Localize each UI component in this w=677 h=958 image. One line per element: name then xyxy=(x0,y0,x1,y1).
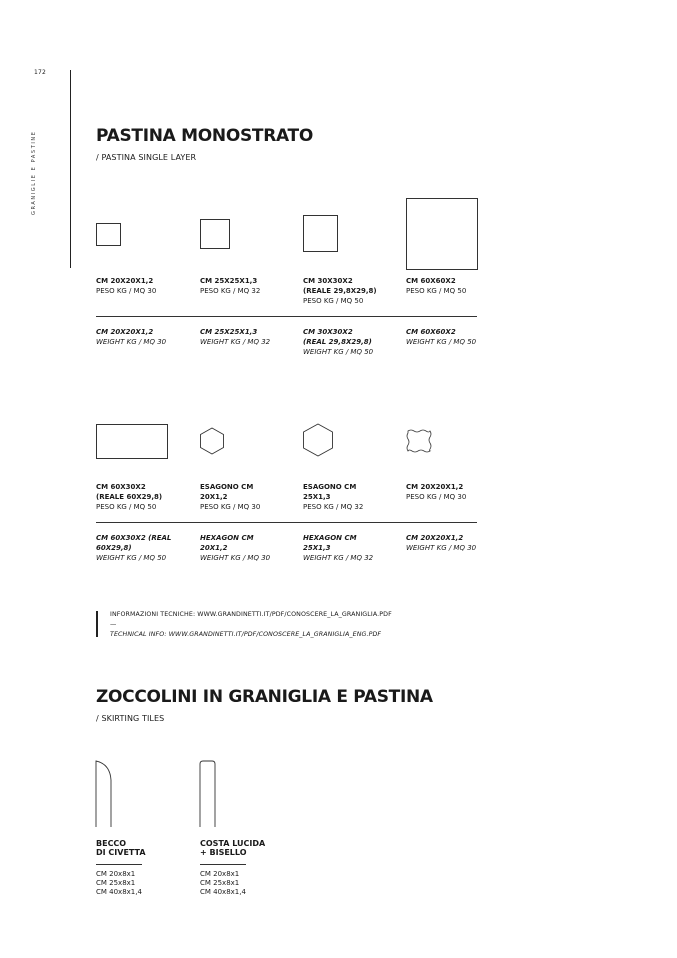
skirting-item-1-sizes xyxy=(96,870,142,897)
skirting-item-1-divider xyxy=(96,864,142,865)
caption-weight: PESO KG / MQ 30 xyxy=(200,503,261,511)
row1-divider xyxy=(96,316,477,317)
caption-size: CM 20X20X1,2 xyxy=(406,483,464,491)
caption-r1c1-en xyxy=(96,327,196,347)
caption-size: HEXAGON CM xyxy=(303,534,357,542)
becco-di-civetta-profile xyxy=(95,760,113,828)
caption-size-cont: 20X1,2 xyxy=(200,493,228,501)
skirting-item-2-sizes xyxy=(200,870,246,897)
caption-r1c4-it xyxy=(406,276,506,296)
item-name-line2: DI CIVETTA xyxy=(96,848,146,857)
item-name-line2: + BISELLO xyxy=(200,848,247,857)
decorative-edge-tile-swatch xyxy=(406,429,432,453)
size-entry: CM 20x8x1 xyxy=(96,870,136,878)
section-subtitle-skirting: / SKIRTING TILES xyxy=(96,714,165,723)
item-name-line1: COSTA LUCIDA xyxy=(200,839,266,848)
caption-real-size: (REAL 29,8X29,8) xyxy=(303,338,372,346)
costa-lucida-profile xyxy=(199,760,217,828)
tile-60x30-swatch xyxy=(96,424,168,459)
caption-size: CM 20X20X1,2 xyxy=(96,328,154,336)
caption-size: CM 60X60X2 xyxy=(406,277,456,285)
row2-divider xyxy=(96,522,477,523)
caption-weight: PESO KG / MQ 50 xyxy=(96,503,157,511)
caption-size-cont: 20X1,2 xyxy=(200,544,228,552)
caption-r1c2-en xyxy=(200,327,300,347)
tile-25x25-swatch xyxy=(200,219,230,249)
caption-r2c2-en xyxy=(200,533,300,563)
caption-weight: PESO KG / MQ 30 xyxy=(406,493,467,501)
info-accent-bar xyxy=(96,611,98,637)
caption-r2c2-it xyxy=(200,482,300,512)
hexagon-25-swatch xyxy=(302,423,334,457)
size-entry: CM 20x8x1 xyxy=(200,870,240,878)
item-name-line1: BECCO xyxy=(96,839,127,848)
hexagon-20-swatch xyxy=(199,427,225,455)
caption-r1c1-it xyxy=(96,276,196,296)
caption-weight: WEIGHT KG / MQ 30 xyxy=(200,554,271,562)
caption-weight: WEIGHT KG / MQ 30 xyxy=(406,544,477,552)
tile-30x30-swatch xyxy=(303,215,338,252)
caption-real-size: (REALE 60X29,8) xyxy=(96,493,163,501)
tech-info-dash: — xyxy=(110,621,117,628)
caption-weight: PESO KG / MQ 32 xyxy=(200,287,261,295)
section-subtitle-pastina: / PASTINA SINGLE LAYER xyxy=(96,153,197,162)
caption-size: CM 20X20X1,2 xyxy=(406,534,464,542)
size-entry: CM 25x8x1 xyxy=(96,879,136,887)
size-entry: CM 25x8x1 xyxy=(200,879,240,887)
section-title-pastina: PASTINA MONOSTRATO xyxy=(96,126,313,146)
skirting-item-2-divider xyxy=(200,864,246,865)
caption-size: CM 60X30X2 (REAL xyxy=(96,534,172,542)
caption-r1c2-it xyxy=(200,276,300,296)
margin-rule xyxy=(70,70,71,268)
size-entry: CM 40x8x1,4 xyxy=(200,888,246,896)
caption-weight: WEIGHT KG / MQ 32 xyxy=(303,554,374,562)
caption-r2c4-it xyxy=(406,482,506,502)
tech-info-link-it[interactable]: INFORMAZIONI TECNICHE: WWW.GRANDINETTI.IT/PDF/CONOSCERE_LA_GRANIGLIA.PDF xyxy=(110,611,392,618)
caption-weight: WEIGHT KG / MQ 50 xyxy=(96,554,167,562)
caption-r2c3-it xyxy=(303,482,403,512)
caption-r1c3-it xyxy=(303,276,403,306)
caption-size: CM 20X20X1,2 xyxy=(96,277,154,285)
caption-size: CM 60X30X2 xyxy=(96,483,146,491)
caption-real-size: (REALE 29,8X29,8) xyxy=(303,287,377,295)
skirting-item-2-name xyxy=(200,839,300,857)
caption-weight: WEIGHT KG / MQ 30 xyxy=(96,338,167,346)
caption-size: ESAGONO CM xyxy=(200,483,254,491)
caption-size-cont: 25X1,3 xyxy=(303,544,331,552)
caption-r1c3-en xyxy=(303,327,403,357)
caption-r1c4-en xyxy=(406,327,506,347)
caption-r2c1-it xyxy=(96,482,196,512)
caption-size: HEXAGON CM xyxy=(200,534,254,542)
caption-size: CM 25X25X1,3 xyxy=(200,277,258,285)
caption-weight: WEIGHT KG / MQ 32 xyxy=(200,338,271,346)
tech-info-link-en[interactable]: TECHNICAL INFO: WWW.GRANDINETTI.IT/PDF/CONOSCERE_LA_GRANIGLIA_ENG.PDF xyxy=(110,631,382,638)
caption-weight: WEIGHT KG / MQ 50 xyxy=(406,338,477,346)
caption-weight: PESO KG / MQ 50 xyxy=(406,287,467,295)
caption-size: CM 25X25X1,3 xyxy=(200,328,258,336)
caption-size: CM 30X30X2 xyxy=(303,277,353,285)
caption-weight: WEIGHT KG / MQ 50 xyxy=(303,348,374,356)
caption-real-size: 60X29,8) xyxy=(96,544,132,552)
caption-weight: PESO KG / MQ 32 xyxy=(303,503,364,511)
caption-r2c4-en xyxy=(406,533,506,553)
caption-size: ESAGONO CM xyxy=(303,483,357,491)
caption-size: CM 30X30X2 xyxy=(303,328,353,336)
skirting-item-1-name xyxy=(96,839,196,857)
side-section-label: GRANIGLIE E PASTINE xyxy=(31,130,37,215)
section-title-skirting: ZOCCOLINI IN GRANIGLIA E PASTINA xyxy=(96,687,433,707)
size-entry: CM 40x8x1,4 xyxy=(96,888,142,896)
caption-r2c1-en xyxy=(96,533,196,563)
caption-size: CM 60X60X2 xyxy=(406,328,456,336)
caption-size-cont: 25X1,3 xyxy=(303,493,331,501)
tile-20x20-swatch xyxy=(96,223,121,246)
page-number: 172 xyxy=(34,69,47,76)
tile-60x60-swatch xyxy=(406,198,478,270)
caption-weight: PESO KG / MQ 50 xyxy=(303,297,364,305)
caption-weight: PESO KG / MQ 30 xyxy=(96,287,157,295)
caption-r2c3-en xyxy=(303,533,403,563)
